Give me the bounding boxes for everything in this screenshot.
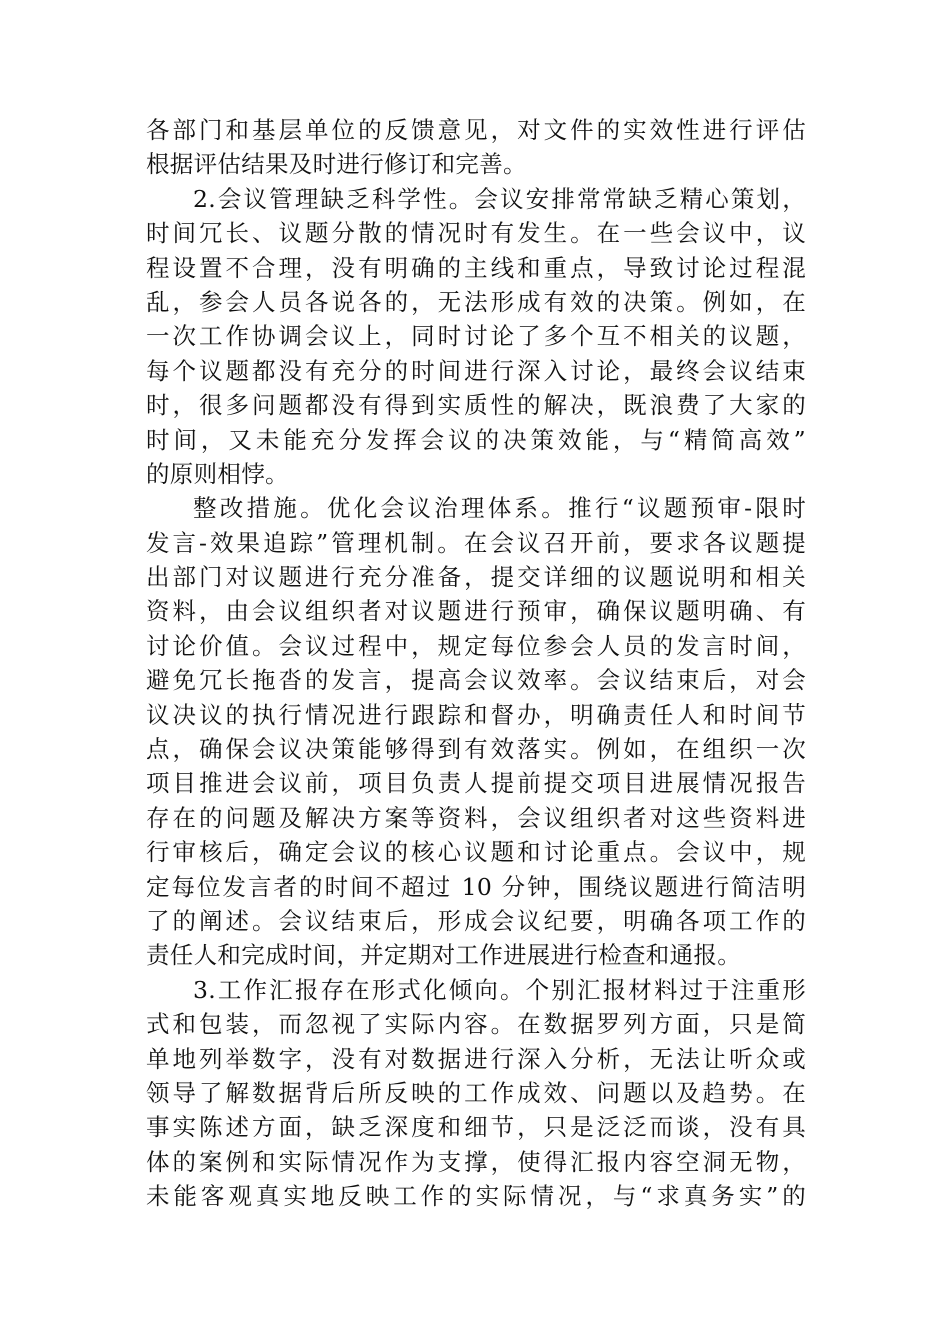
text-line: 式和包装，而忽视了实际内容。在数据罗列方面，只是简 [146,1010,806,1039]
text-line: 讨论价值。会议过程中，规定每位参会人员的发言时间， [146,631,806,660]
text-line: 定每位发言者的时间不超过 10 分钟，围绕议题进行简洁明 [146,872,806,901]
text-line: 的原则相悖。 [146,459,289,488]
text-line: 领导了解数据背后所反映的工作成效、问题以及趋势。在 [146,1078,806,1107]
text-line: 资料，由会议组织者对议题进行预审，确保议题明确、有 [146,597,806,626]
text-line: 根据评估结果及时进行修订和完善。 [146,150,527,179]
text-line: 体的案例和实际情况作为支撑，使得汇报内容空洞无物， [146,1147,806,1176]
text-line: 了的阐述。会议结束后，形成会议纪要，明确各项工作的 [146,906,806,935]
text-line: 未能客观真实地反映工作的实际情况，与“求真务实”的 [146,1182,806,1211]
text-line: 点，确保会议决策能够得到有效落实。例如，在组织一次 [146,735,806,764]
text-line: 程设置不合理，没有明确的主线和重点，导致讨论过程混 [146,253,806,282]
text-line: 各部门和基层单位的反馈意见，对文件的实效性进行评估 [146,116,806,144]
text-line: 每个议题都没有充分的时间进行深入讨论，最终会议结束 [146,356,806,385]
text-line: 整改措施。优化会议治理体系。推行“议题预审-限时 [193,494,806,523]
text-line: 单地列举数字，没有对数据进行深入分析，无法让听众或 [146,1044,806,1073]
text-line: 发言-效果追踪”管理机制。在会议召开前，要求各议题提 [146,528,806,557]
text-line: 出部门对议题进行充分准备，提交详细的议题说明和相关 [146,563,806,592]
text-line: 时间冗长、议题分散的情况时有发生。在一些会议中，议 [146,219,806,248]
text-line: 存在的问题及解决方案等资料，会议组织者对这些资料进 [146,803,806,832]
text-line: 行审核后，确定会议的核心议题和讨论重点。会议中，规 [146,838,806,867]
text-line: 时间，又未能充分发挥会议的决策效能，与“精简高效” [146,425,806,454]
text-line: 一次工作协调会议上，同时讨论了多个互不相关的议题， [146,322,806,351]
text-line: 事实陈述方面，缺乏深度和细节，只是泛泛而谈，没有具 [146,1113,806,1142]
text-line: 责任人和完成时间，并定期对工作进展进行检查和通报。 [146,941,741,970]
text-line: 时，很多问题都没有得到实质性的解决，既浪费了大家的 [146,391,806,420]
body-text [146,113,806,1214]
text-line: 避免冗长拖沓的发言，提高会议效率。会议结束后，对会 [146,666,806,695]
text-line: 议决议的执行情况进行跟踪和督办，明确责任人和时间节 [146,700,806,729]
text-line: 2.会议管理缺乏科学性。会议安排常常缺乏精心策划， [193,184,806,213]
text-line: 乱，参会人员各说各的，无法形成有效的决策。例如，在 [146,287,806,316]
text-line: 项目推进会议前，项目负责人提前提交项目进展情况报告 [146,769,806,798]
text-line: 3.工作汇报存在形式化倾向。个别汇报材料过于注重形 [193,975,806,1004]
